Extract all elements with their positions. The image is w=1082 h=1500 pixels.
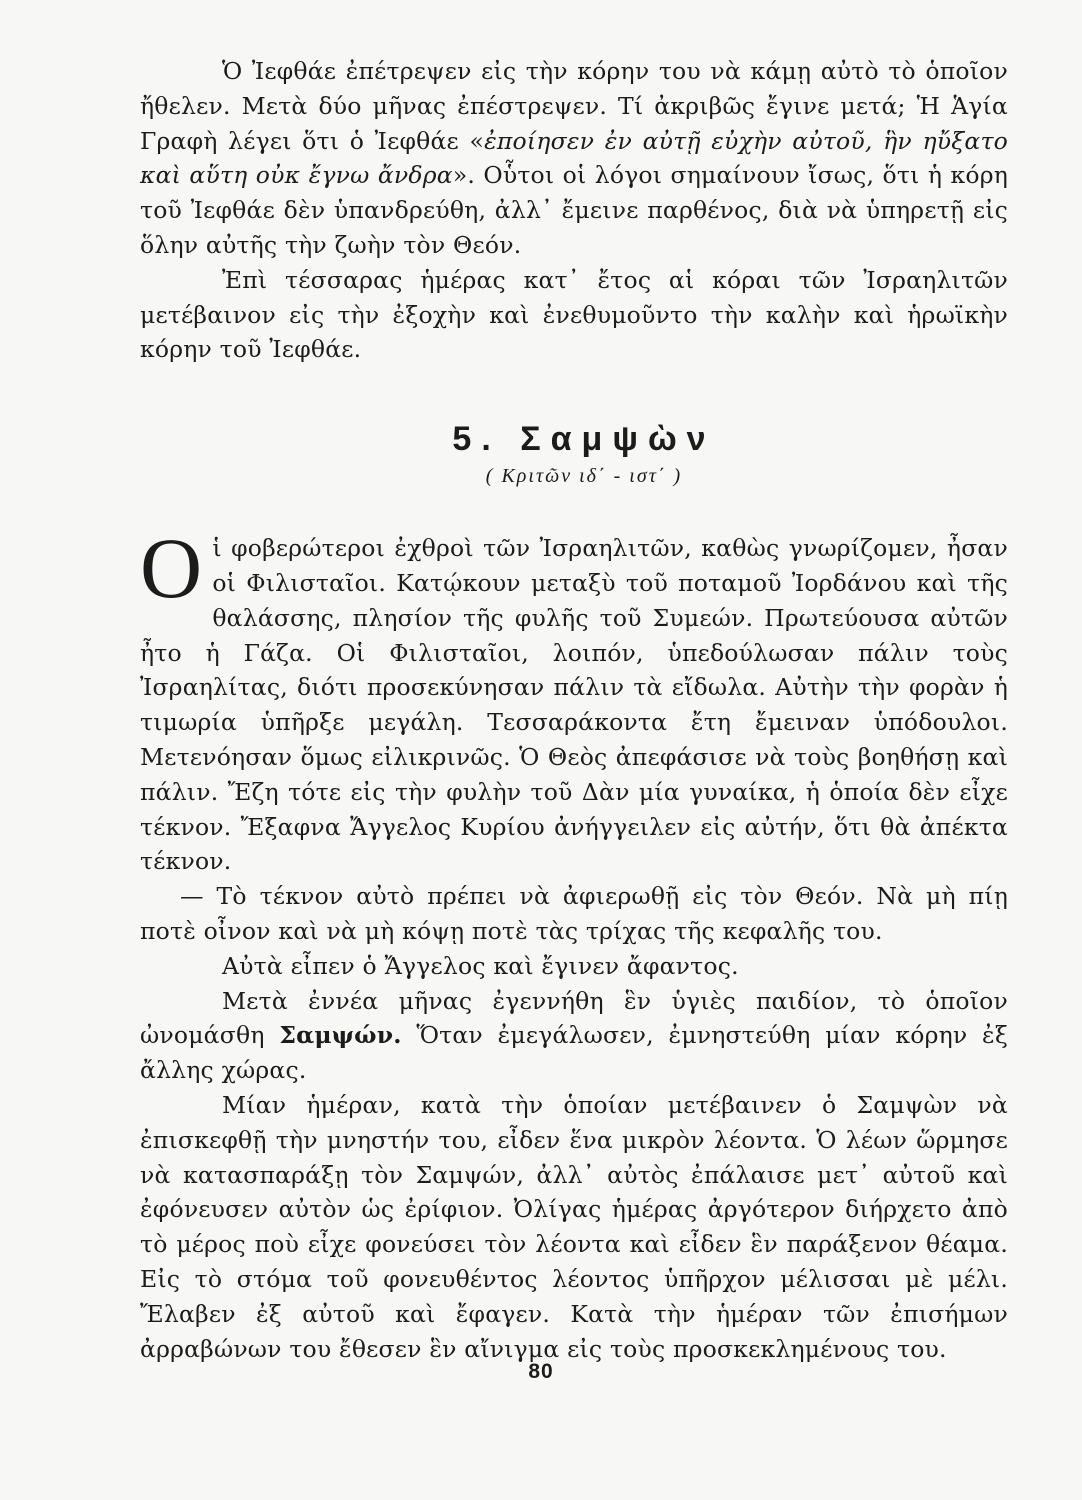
paragraph-jephthah-daughter <box>140 54 1008 263</box>
page-number: 80 <box>528 1360 554 1383</box>
paragraph-lion: Μίαν ἡμέραν, κατὰ τὴν ὁποίαν μετέβαινεν ὁ Σαμψὼν νὰ ἐπισκεφθῇ τὴν μνηστήν του, εἶδεν ἕνα μικρὸν λέοντα. Ὁ λέων ὥρμησε νὰ κατασπαράξῃ τὸν Σαμψών, ἀλλ᾽ αὐτὸς ἐπάλαισε μετ᾽ αὐτοῦ καὶ ἐφόνευσεν αὐτὸν ὡς ἐρίφιον. Ὀλίγας ἡμέρας ἀργότερον διήρχετο ἀπὸ τὸ μέρος ποὺ εἶχε φονεύσει τὸν λέοντα καὶ εἶδεν ἓν παράξενον θέαμα. Εἰς τὸ στόμα τοῦ φονευθέντος λέοντος ὑπῆρχον μέλισσαι μὲ μέλι. Ἔλαβεν ἐξ αὐτοῦ καὶ ἔφαγεν. Κατὰ τὴν ἡμέραν τῶν ἐπισήμων ἀρραβώνων του ἔθεσεν ἓν αἴνιγμα εἰς τοὺς προσκεκλημένους του. <box>140 1090 1008 1363</box>
paragraph-philistines <box>140 520 1008 879</box>
section-heading <box>150 417 1018 491</box>
paragraph-samson-birth <box>140 984 1008 1088</box>
page-text <box>140 54 1008 1366</box>
section-reference: ( Κριτῶν ιδ΄ - ιστ΄ ) <box>485 465 683 488</box>
paragraph-angel-speech: — Τὸ τέκνον αὐτὸ πρέπει νὰ ἀφιερωθῇ εἰς τὸν Θεόν. Νὰ μὴ πίῃ ποτὲ οἶνον καὶ νὰ μὴ κόψῃ ποτὲ τὰς τρίχας τῆς κεφαλῆς του. <box>140 882 1008 945</box>
paragraph-text: Ὅταν ἐμεγάλωσεν, ἐμνηστεύθη μίαν κόρην ἐξ ἄλλης χώρας. <box>140 1021 1008 1085</box>
paragraph-text: ». Οὗτοι οἱ λόγοι σημαίνουν ἴσως, ὅτι ἡ κόρη τοῦ Ἰεφθάε δὲν ὑπανδρεύθη, ἀλλ᾽ ἔμεινε παρθένος, διὰ νὰ ὑπηρετῇ εἰς ὅλην αὐτῆς τὴν ζωὴν τὸν Θεόν. <box>140 161 1008 259</box>
paragraph-text: ἱ φοβερώτεροι ἐχθροὶ τῶν Ἰσραηλιτῶν, καθὼς γνωρίζομεν, ἦσαν οἱ Φιλισταῖοι. Κατῴκουν μεταξὺ τοῦ ποταμοῦ Ἰορδάνου καὶ τῆς θαλάσσης, πλησίον τῆς φυλῆς τοῦ Συμεών. Πρωτεύουσα αὐτῶν ἦτο ἡ Γάζα. Οἱ Φιλισταῖοι, λοιπόν, ὑπεδούλωσαν πάλιν τοὺς Ἰσραηλίτας, διότι προσεκύνησαν πάλιν τὰ εἴδωλα. Αὐτὴν τὴν φορὰν ἡ τιμωρία ὑπῆρξε μεγάλη. Τεσσαράκοντα ἔτη ἔμειναν ὑπόδουλοι. Μετενόησαν ὅμως εἰλικρινῶς. Ὁ Θεὸς ἀπεφάσισε νὰ τοὺς βοηθήσῃ καὶ πάλιν. Ἔζη τότε εἰς τὴν φυλὴν τοῦ Δὰν μία γυναίκα, ἡ ὁποία δὲν εἶχε τέκνον. Ἔξαφνα Ἄγγελος Κυρίου ἀνήγγειλεν εἰς αὐτήν, ὅτι θὰ ἀπέκτα τέκνον. <box>140 534 1008 876</box>
drop-cap: O <box>140 520 203 617</box>
scripture-quote: ἐποίησεν ἐν αὐτῇ εὐχὴν αὐτοῦ, ἣν ηὔξατο καὶ αὕτη οὐκ ἔγνω ἄνδρα <box>140 126 1008 190</box>
section-title: 5. Σαμψὼν <box>452 420 716 459</box>
name-samson: Σαμψών. <box>279 1021 402 1050</box>
paragraph-text: Ὁ Ἰεφθάε ἐπέτρεψεν εἰς τὴν κόρην του νὰ κάμῃ αὐτὸ τὸ ὁποῖον ἤθελεν. Μετὰ δύο μῆνας ἐπέστρεψεν. Τί ἀκριβῶς ἔγινε μετά; Ἡ Ἁγία Γραφὴ λέγει ὅτι ὁ Ἰεφθάε « <box>140 57 1008 155</box>
paragraph-remembrance: Ἐπὶ τέσσαρας ἡμέρας κατ᾽ ἔτος αἱ κόραι τῶν Ἰσραηλιτῶν μετέβαινον εἰς τὴν ἐξοχὴν καὶ ἐνεθυμοῦντο τὴν καλὴν καὶ ἡρωϊκὴν κόρην τοῦ Ἰεφθάε. <box>140 265 1008 364</box>
paragraph-text: Μετὰ ἐννέα μῆνας ἐγεννήθη ἓν ὑγιὲς παιδίον, τὸ ὁποῖον ὠνομάσθη <box>140 986 1008 1050</box>
paragraph-angel-vanished: Αὐτὰ εἶπεν ὁ Ἄγγελος καὶ ἔγινεν ἄφαντος. <box>222 951 739 980</box>
